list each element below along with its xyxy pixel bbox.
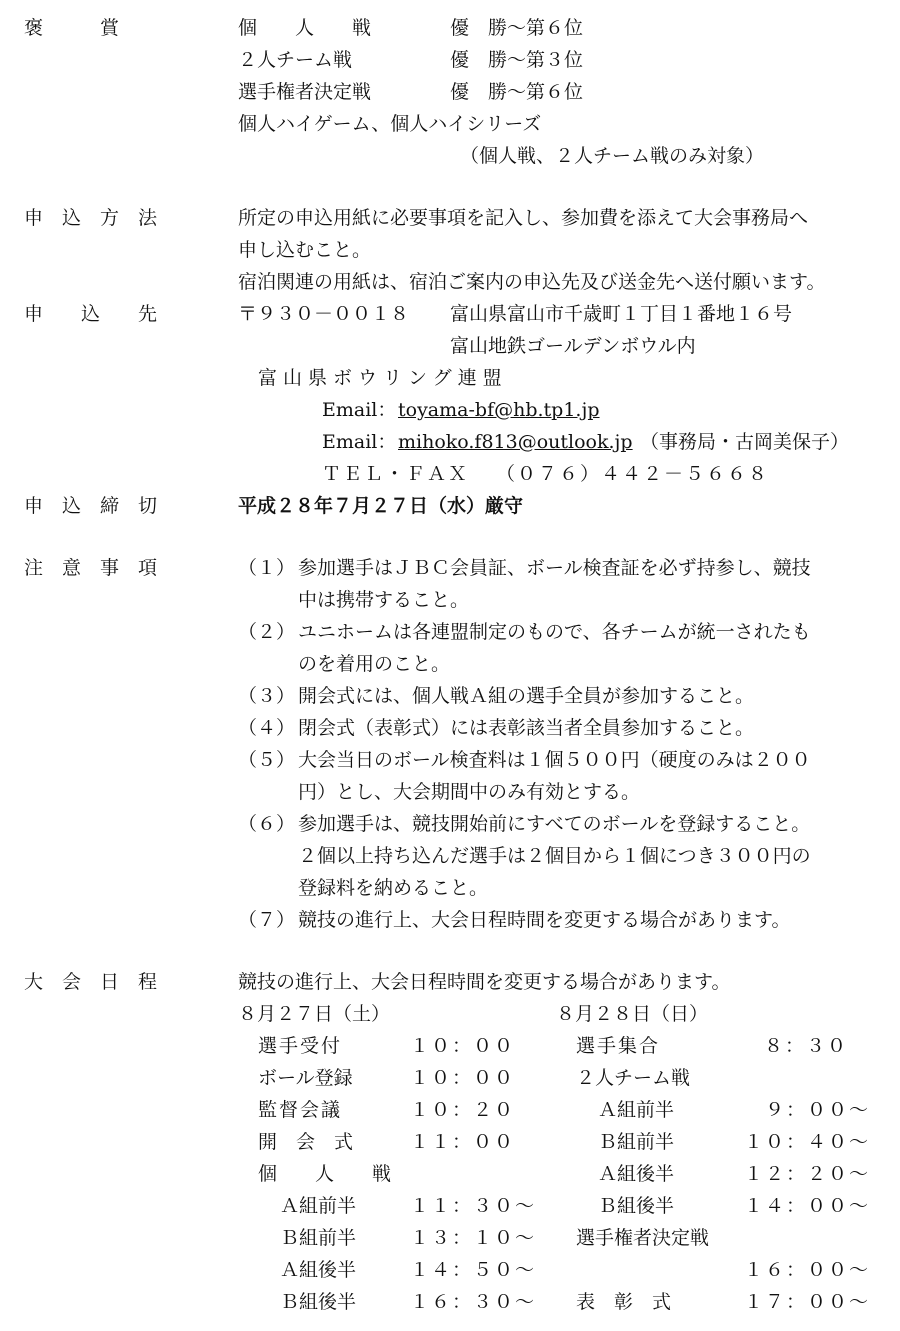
- note-number: （７）: [238, 909, 296, 931]
- award-name: 個 人 戦: [238, 17, 372, 39]
- day1-event: 開 会 式: [258, 1131, 354, 1153]
- tel-label: ＴＥＬ・ＦＡＸ: [322, 463, 470, 485]
- note-number: （２）: [238, 621, 296, 643]
- email-label: Email：: [322, 399, 397, 421]
- application-method-line: 宿泊関連の用紙は、宿泊ご案内の申込先及び送金先へ送付願います。: [238, 271, 826, 293]
- tel-number: （０７６）４４２－５６６８: [496, 463, 770, 485]
- note-line: 競技の進行上、大会日程時間を変更する場合があります。: [298, 909, 791, 931]
- day1-time: １０：００: [410, 1035, 516, 1057]
- note-line: 参加選手は、競技開始前にすべてのボールを登録すること。: [298, 813, 811, 835]
- day2-event: Ａ組後半: [598, 1163, 675, 1185]
- note-line: のを着用のこと。: [298, 653, 451, 675]
- note-line: 参加選手はＪＢＣ会員証、ボール検査証を必ず持参し、競技: [298, 557, 811, 579]
- application-method-line: 所定の申込用紙に必要事項を記入し、参加費を添えて大会事務局へ: [238, 207, 809, 229]
- note-number: （１）: [238, 557, 296, 579]
- day1-event: Ｂ組後半: [280, 1291, 357, 1313]
- awards-label: 褒 賞: [24, 17, 120, 39]
- day2-time: １０：４０～: [743, 1131, 870, 1153]
- note-line: 開会式には、個人戦Ａ組の選手全員が参加すること。: [298, 685, 755, 707]
- award-note: （個人戦、２人チーム戦のみ対象）: [460, 145, 765, 167]
- email-link-1[interactable]: toyama-bf@hb.tp1.jp: [398, 399, 600, 421]
- day1-date: ８月２７日（土）: [238, 1003, 391, 1025]
- day2-time: ８：３０: [763, 1035, 848, 1057]
- note-number: （４）: [238, 717, 296, 739]
- day1-event: Ｂ組前半: [280, 1227, 357, 1249]
- day2-event: 選手集合: [576, 1035, 661, 1057]
- day2-event: 表 彰 式: [576, 1291, 672, 1313]
- email-label: Email：: [322, 431, 397, 453]
- note-line: 閉会式（表彰式）には表彰該当者全員参加すること。: [298, 717, 755, 739]
- day1-event: ボール登録: [258, 1067, 353, 1089]
- organization-name: 富山県ボウリング連盟: [258, 367, 508, 389]
- application-to-label: 申 込 先: [24, 303, 158, 325]
- email-link-2[interactable]: mihoko.f813@outlook.jp: [398, 431, 633, 453]
- address-line-1: 富山県富山市千歳町１丁目１番地１６号: [450, 303, 793, 325]
- day1-event: Ａ組後半: [280, 1259, 357, 1281]
- day1-event: Ａ組前半: [280, 1195, 357, 1217]
- day1-time: １０：００: [410, 1067, 516, 1089]
- schedule-label: 大 会 日 程: [24, 971, 158, 993]
- day2-event: Ｂ組前半: [598, 1131, 675, 1153]
- day1-time: １１：３０～: [410, 1195, 537, 1217]
- day2-event: Ｂ組後半: [598, 1195, 675, 1217]
- day2-event: Ａ組前半: [598, 1099, 675, 1121]
- award-name: ２人チーム戦: [238, 49, 353, 71]
- day2-event: 選手権者決定戦: [576, 1227, 710, 1249]
- note-line: 大会当日のボール検査料は１個５００円（硬度のみは２００: [298, 749, 811, 771]
- note-line: 中は携帯すること。: [298, 589, 470, 611]
- award-range: 優 勝～第６位: [450, 17, 584, 39]
- application-method-label: 申 込 方 法: [24, 207, 158, 229]
- note-line: 円）とし、大会期間中のみ有効とする。: [298, 781, 641, 803]
- schedule-intro: 競技の進行上、大会日程時間を変更する場合があります。: [238, 971, 731, 993]
- award-name: 選手権者決定戦: [238, 81, 372, 103]
- note-line: 登録料を納めること。: [298, 877, 489, 899]
- application-method-line: 申し込むこと。: [238, 239, 372, 261]
- note-number: （６）: [238, 813, 296, 835]
- day1-event: 個 人 戦: [258, 1163, 392, 1185]
- note-line: ２個以上持ち込んだ選手は２個目から１個につき３００円の: [298, 845, 811, 867]
- note-line: ユニホームは各連盟制定のもので、各チームが統一されたも: [298, 621, 811, 643]
- email-note: （事務局・古岡美保子）: [640, 431, 850, 453]
- postal-code: 〒９３０－００１８: [238, 303, 410, 325]
- day2-time: １６：００～: [743, 1259, 870, 1281]
- day2-time: ９：００～: [764, 1099, 870, 1121]
- day1-event: 監督会議: [258, 1099, 343, 1121]
- address-line-2: 富山地鉄ゴールデンボウル内: [450, 335, 696, 357]
- day1-time: １０：２０: [410, 1099, 516, 1121]
- note-number: （３）: [238, 685, 296, 707]
- day1-time: １３：１０～: [410, 1227, 537, 1249]
- day2-date: ８月２８日（日）: [556, 1003, 709, 1025]
- deadline-label: 申 込 締 切: [24, 495, 158, 517]
- note-number: （５）: [238, 749, 296, 771]
- day2-event: ２人チーム戦: [576, 1067, 691, 1089]
- award-range: 優 勝～第３位: [450, 49, 584, 71]
- award-range: 優 勝～第６位: [450, 81, 584, 103]
- day1-event: 選手受付: [258, 1035, 343, 1057]
- notes-label: 注 意 事 項: [24, 557, 158, 579]
- award-extra: 個人ハイゲーム、個人ハイシリーズ: [238, 113, 542, 135]
- day1-time: １６：３０～: [410, 1291, 537, 1313]
- deadline-value: 平成２８年７月２７日（水）厳守: [238, 495, 524, 517]
- day2-time: １７：００～: [743, 1291, 870, 1313]
- day1-time: １１：００: [410, 1131, 516, 1153]
- day2-time: １２：２０～: [743, 1163, 870, 1185]
- day2-time: １４：００～: [743, 1195, 870, 1217]
- day1-time: １４：５０～: [410, 1259, 537, 1281]
